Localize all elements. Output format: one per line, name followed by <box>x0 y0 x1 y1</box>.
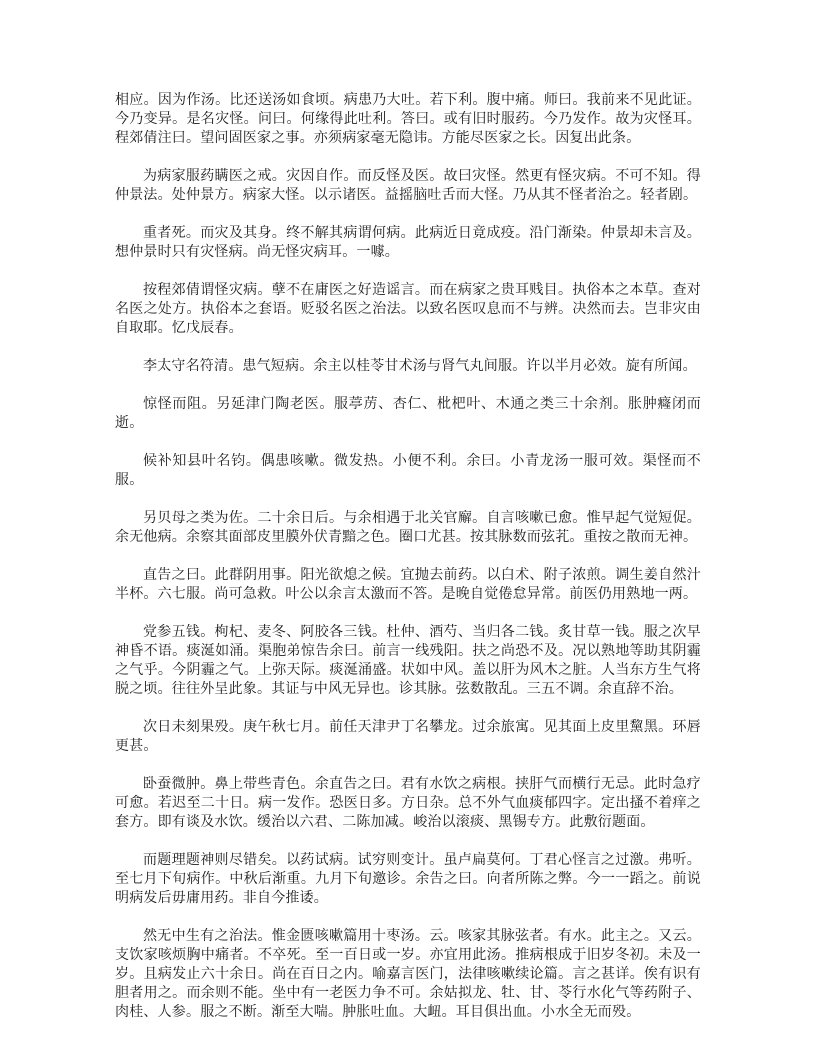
paragraph: 相应。因为作汤。比还送汤如食顷。病患乃大吐。若下利。腹中痛。师曰。我前来不见此证。今乃变异。是名灾怪。问曰。何缘得此吐利。答曰。或有旧时服药。今乃发作。故为灾怪耳。程郊倩注曰。望问固医家之事。亦须病家毫无隐讳。方能尽医家之长。因复出此条。 <box>115 93 701 146</box>
paragraph: 直告之曰。此群阴用事。阳光欲熄之候。宜抛去前药。以白术、附子浓煎。调生姜自然汁半杯。六七服。尚可急救。叶公以余言太激而不答。是晚自觉倦怠异常。前医仍用熟地一两。 <box>115 568 701 602</box>
paragraph: 而题理题神则尽错矣。以药试病。试穷则变计。虽卢扁莫何。丁君心怪言之过激。弗听。至七月下旬病作。中秋后渐重。九月下旬邀诊。余告之曰。向者所陈之弊。今一一蹈之。前说明病发后毋庸用药。非自今推诿。 <box>115 853 701 906</box>
paragraph: 次日未刻果殁。庚午秋七月。前任天津尹丁名攀龙。过余旅寓。见其面上皮里黧黑。环唇更甚。 <box>115 720 701 754</box>
paragraph: 为病家服药瞒医之戒。灾因自作。而反怪及医。故曰灾怪。然更有怪灾病。不可不知。得仲景法。处仲景方。病家大怪。以示诸医。益摇脑吐舌而大怪。乃从其不怪者治之。轻者剧。 <box>115 169 701 203</box>
paragraph: 党参五钱。枸杞、麦冬、阿胶各三钱。杜仲、酒芍、当归各二钱。炙甘草一钱。服之次早神昏不语。痰涎如涌。渠胞弟惊告余曰。前言一线残阳。扶之尚恐不及。况以熟地等助其阴霾之气乎。今阴霾之气。上弥天际。痰涎涌盛。状如中风。盖以肝为风木之脏。人当东方生气将脱之顷。往往外呈此象。其证与中风无异也。诊其脉。弦数散乱。三五不调。余直辞不治。 <box>115 625 701 697</box>
paragraph: 候补知县叶名钧。偶患咳嗽。微发热。小便不利。余曰。小青龙汤一服可效。渠怪而不服。 <box>115 454 701 488</box>
paragraph: 然无中生有之治法。惟金匮咳嗽篇用十枣汤。云。咳家其脉弦者。有水。此主之。又云。支饮家咳烦胸中痛者。不卒死。至一百日或一岁。亦宜用此汤。推病根成于旧岁冬初。未及一岁。且病发止六十余日。尚在百日之内。喻嘉言医门，法律咳嗽续论篇。言之甚详。俟有识有胆者用之。而余则不能。坐中有一老医力争不可。余姑拟龙、牡、甘、苓行水化气等药附子、肉桂、人参。服之不断。渐至大喘。肿胀吐血。大衄。耳目俱出血。小水全无而殁。 <box>115 929 701 1020</box>
paragraph: 惊怪而阻。另延津门陶老医。服葶苈、杏仁、枇杷叶、木通之类三十余剂。胀肿癃闭而逝。 <box>115 397 701 431</box>
paragraph: 卧蚕微肿。鼻上带些青色。余直告之曰。君有水饮之病根。挟肝气而横行无忌。此时急疗可愈。若迟至二十日。病一发作。恐医日多。方日杂。总不外气血痰郁四字。定出搔不着痒之套方。即有谈及水饮。缓治以六君、二陈加减。峻治以滚痰、黑锡专方。此敷衍题面。 <box>115 777 701 830</box>
paragraph: 李太守名符清。患气短病。余主以桂苓甘术汤与肾气丸间服。许以半月必效。旋有所闻。 <box>143 359 697 374</box>
paragraph: 重者死。而灾及其身。终不解其病谓何病。此病近日竟成疫。沿门渐染。仲景却未言及。想仲景时只有灾怪病。尚无怪灾病耳。一噱。 <box>115 226 701 260</box>
paragraph: 按程郊倩谓怪灾病。孽不在庸医之好造谣言。而在病家之贵耳贱目。执俗本之本草。查对名医之处方。执俗本之套语。贬驳名医之治法。以致名医叹息而不与辨。决然而去。岂非灾由自取耶。忆戊辰春。 <box>115 283 701 336</box>
paragraph: 另贝母之类为佐。二十余日后。与余相遇于北关官廨。自言咳嗽已愈。惟早起气觉短促。余无他病。余察其面部皮里膜外伏青黯之色。圈口尤甚。按其脉数而弦芤。重按之散而无神。 <box>115 511 701 545</box>
